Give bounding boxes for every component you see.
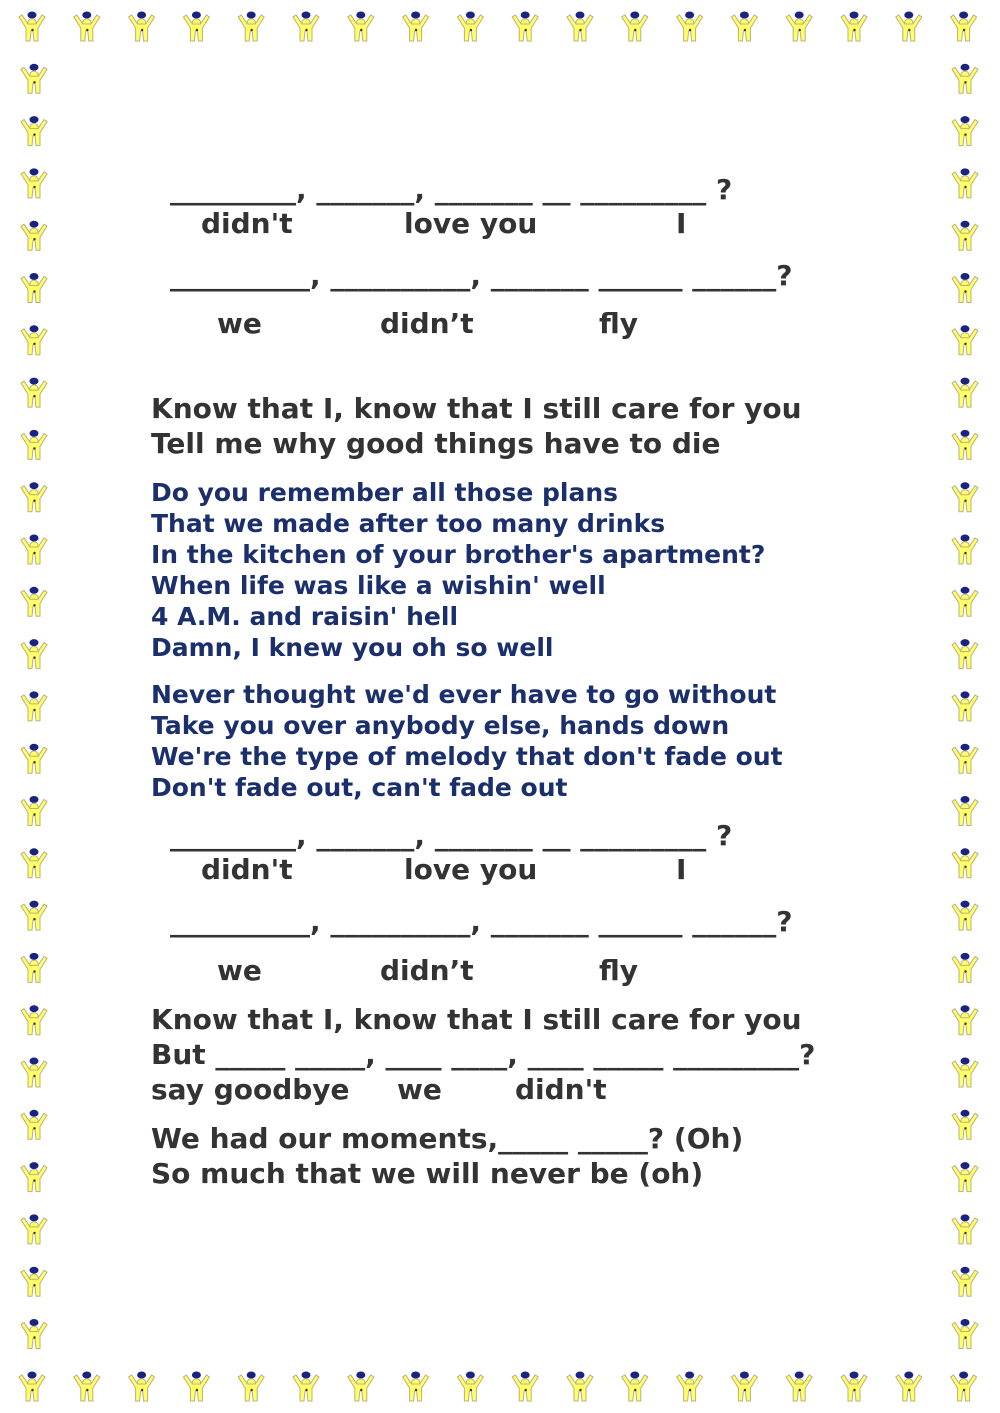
hint-word: I	[676, 207, 687, 240]
hint-word: love you	[404, 207, 538, 240]
hint-word: didn't	[201, 207, 293, 240]
yellow-stick-figure-icon	[677, 1372, 703, 1402]
yellow-stick-figure-icon	[74, 12, 100, 42]
yellow-stick-figure-icon	[841, 12, 867, 42]
lyric-line: Tell me why good things have to die	[151, 427, 721, 460]
yellow-stick-figure-icon	[403, 12, 429, 42]
yellow-stick-figure-icon	[567, 1372, 593, 1402]
hint-word: didn’t	[380, 307, 474, 340]
yellow-stick-figure-icon	[952, 535, 978, 565]
yellow-stick-figure-icon	[841, 1372, 867, 1402]
hint-word: didn't	[515, 1073, 607, 1106]
yellow-stick-figure-icon	[21, 482, 47, 512]
yellow-stick-figure-icon	[457, 1372, 483, 1402]
yellow-stick-figure-icon	[952, 1110, 978, 1140]
yellow-stick-figure-icon	[952, 1319, 978, 1349]
yellow-stick-figure-icon	[21, 221, 47, 251]
hint-word: fly	[599, 307, 639, 340]
hint-word: I	[676, 853, 687, 886]
yellow-stick-figure-icon	[952, 430, 978, 460]
lyric-line: In the kitchen of your brother's apartment?	[151, 540, 766, 569]
yellow-stick-figure-icon	[952, 1214, 978, 1244]
yellow-stick-figure-icon	[952, 325, 978, 355]
blank-line: __________, __________, _______ ______ ______?	[170, 905, 793, 938]
lyric-line: When life was like a wishin' well	[151, 571, 606, 600]
yellow-stick-figure-icon	[21, 639, 47, 669]
yellow-stick-figure-icon	[952, 639, 978, 669]
yellow-stick-figure-icon	[731, 12, 757, 42]
yellow-stick-figure-icon	[457, 12, 483, 42]
yellow-stick-figure-icon	[512, 12, 538, 42]
yellow-stick-figure-icon	[21, 848, 47, 878]
yellow-stick-figure-icon	[21, 1058, 47, 1088]
yellow-stick-figure-icon	[952, 64, 978, 94]
yellow-stick-figure-icon	[952, 378, 978, 408]
yellow-stick-figure-icon	[896, 1372, 922, 1402]
lyric-line: 4 A.M. and raisin' hell	[151, 602, 459, 631]
yellow-stick-figure-icon	[21, 430, 47, 460]
lyric-line: So much that we will never be (oh)	[151, 1157, 704, 1190]
yellow-stick-figure-icon	[952, 221, 978, 251]
yellow-stick-figure-icon	[21, 325, 47, 355]
yellow-stick-figure-icon	[21, 796, 47, 826]
yellow-stick-figure-icon	[238, 12, 264, 42]
yellow-stick-figure-icon	[21, 116, 47, 146]
yellow-stick-figure-icon	[21, 587, 47, 617]
yellow-stick-figure-icon	[21, 901, 47, 931]
yellow-stick-figure-icon	[129, 12, 155, 42]
yellow-stick-figure-icon	[293, 1372, 319, 1402]
yellow-stick-figure-icon	[21, 273, 47, 303]
yellow-stick-figure-icon	[622, 12, 648, 42]
yellow-stick-figure-icon	[348, 12, 374, 42]
hint-word: didn't	[201, 853, 293, 886]
lyric-line: Do you remember all those plans	[151, 478, 619, 507]
yellow-stick-figure-icon	[21, 1110, 47, 1140]
hint-word: fly	[599, 954, 639, 987]
yellow-stick-figure-icon	[952, 1267, 978, 1297]
lyric-line: Don't fade out, can't fade out	[151, 773, 568, 802]
yellow-stick-figure-icon	[952, 1058, 978, 1088]
yellow-stick-figure-icon	[952, 953, 978, 983]
lyric-line: Take you over anybody else, hands down	[151, 711, 730, 740]
yellow-stick-figure-icon	[952, 168, 978, 198]
yellow-stick-figure-icon	[952, 744, 978, 774]
blank-line: But _____ _____, ____ ____, ____ _____ _________?	[151, 1038, 816, 1071]
hint-word: didn’t	[380, 954, 474, 987]
yellow-stick-figure-icon	[952, 901, 978, 931]
hint-word: we	[397, 1073, 442, 1106]
yellow-stick-figure-icon	[952, 1005, 978, 1034]
blank-line: __________, __________, _______ ______ ______?	[170, 259, 793, 292]
yellow-stick-figure-icon	[952, 691, 978, 721]
yellow-stick-figure-icon	[238, 1372, 264, 1402]
lyric-line: Never thought we'd ever have to go without	[151, 680, 777, 709]
yellow-stick-figure-icon	[21, 1319, 47, 1349]
lyric-line: Damn, I knew you oh so well	[151, 633, 554, 662]
yellow-stick-figure-icon	[951, 12, 977, 42]
lyric-line: We're the type of melody that don't fade out	[151, 742, 783, 771]
yellow-stick-figure-icon	[731, 1372, 757, 1402]
yellow-stick-figure-icon	[183, 12, 209, 42]
hint-word: we	[217, 954, 262, 987]
yellow-stick-figure-icon	[21, 691, 47, 721]
yellow-stick-figure-icon	[21, 378, 47, 408]
yellow-stick-figure-icon	[19, 12, 45, 42]
yellow-stick-figure-icon	[952, 587, 978, 617]
yellow-stick-figure-icon	[786, 12, 812, 42]
blank-line: We had our moments,_____ _____? (Oh)	[151, 1122, 744, 1155]
yellow-stick-figure-icon	[786, 1372, 812, 1402]
yellow-stick-figure-icon	[512, 1372, 538, 1402]
yellow-stick-figure-icon	[952, 1162, 978, 1192]
yellow-stick-figure-icon	[403, 1372, 429, 1402]
yellow-stick-figure-icon	[348, 1372, 374, 1402]
yellow-stick-figure-icon	[952, 273, 978, 303]
hint-word: we	[217, 307, 262, 340]
yellow-stick-figure-icon	[677, 12, 703, 42]
yellow-stick-figure-icon	[952, 482, 978, 512]
yellow-stick-figure-icon	[21, 64, 47, 94]
yellow-stick-figure-icon	[951, 1372, 977, 1402]
yellow-stick-figure-icon	[952, 796, 978, 826]
yellow-stick-figure-icon	[952, 848, 978, 878]
yellow-stick-figure-icon	[21, 168, 47, 198]
yellow-stick-figure-icon	[129, 1372, 155, 1402]
yellow-stick-figure-icon	[21, 953, 47, 983]
blank-line: _________, _______, _______ __ _________ ?	[170, 173, 733, 206]
yellow-stick-figure-icon	[21, 1214, 47, 1244]
yellow-stick-figure-icon	[567, 12, 593, 42]
yellow-stick-figure-icon	[21, 1005, 47, 1034]
yellow-stick-figure-icon	[21, 535, 47, 565]
yellow-stick-figure-icon	[21, 1162, 47, 1192]
yellow-stick-figure-icon	[19, 1372, 45, 1402]
yellow-stick-figure-icon	[21, 1267, 47, 1297]
lyric-line: Know that I, know that I still care for you	[151, 392, 802, 425]
hint-word: love you	[404, 853, 538, 886]
yellow-stick-figure-icon	[896, 12, 922, 42]
yellow-stick-figure-icon	[952, 116, 978, 146]
yellow-stick-figure-icon	[21, 744, 47, 774]
yellow-stick-figure-icon	[293, 12, 319, 42]
lyric-line: Know that I, know that I still care for you	[151, 1003, 802, 1036]
blank-line: _________, _______, _______ __ _________ ?	[170, 819, 733, 852]
yellow-stick-figure-icon	[183, 1372, 209, 1402]
yellow-stick-figure-icon	[74, 1372, 100, 1402]
yellow-stick-figure-icon	[622, 1372, 648, 1402]
hint-word: say goodbye	[151, 1073, 350, 1106]
lyric-line: That we made after too many drinks	[151, 509, 666, 538]
